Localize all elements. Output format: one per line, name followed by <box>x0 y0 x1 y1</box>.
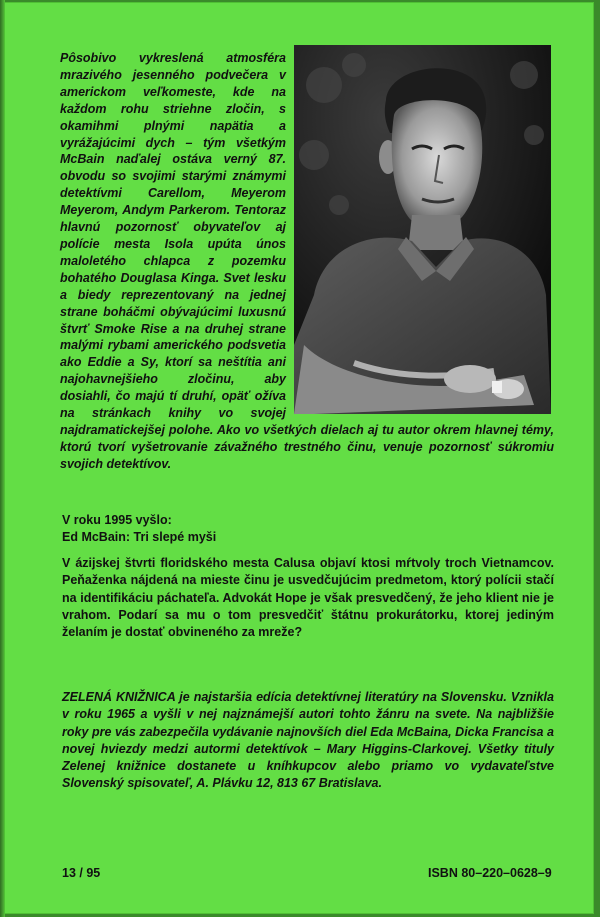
edition-paragraph: ZELENÁ KNIŽNICA je najstaršia edícia detektívnej literatúry na Slovensku. Vznikla v roku 1965 a vyšli v nej najznámejší autori tohto žánru na svete. Na najbližšie roky pre vás zabezpečila vydávanie najnovších diel Eda McBaina, Dicka Francisa a novej hviezdy medzi autormi detektívok – Mary Higgins-Clarkovej. Všetky tituly Zelenej knižnice dostanete u kníhkupcov alebo priamo vo vydavateľstve Slovenský spisovateľ, A. Plávku 12, 813 67 Bratislava. <box>62 690 554 791</box>
previously-published <box>62 512 216 546</box>
intro-text: Pôsobivo vykreslená atmosféra mrazivého jesenného podvečera v americkom veľkomeste, kde na každom rohu striehne zločin, s okamihmi plnými napätia a vyrážajúcimi dych – tým všetkým McBain naďalej ostáva verný 87. obvodu so svojimi starými známymi detektívmi Carellom, Meyerom Meyerom, Andym Parkerom. Tentoraz hlavnú pozornosť obyvateľov aj polície mesta Isola upúta únos maloletého chlapca z pozemku bohatého Douglasa Kinga. Svet lesku a biedy reprezentovaný na jednej strane boháčmi obývajúcimi luxusnú štvrť Smoke Rise a na druhej strane malými rybami amerického podsvetia ako Eddie a Sy, ktorí sa neštítia ani najohavnejšieho zločinu, aby dosiahli, čo majú tí druhí, opäť ožíva na stránkach knihy vo svojej najdramatickejšej polohe. Ako vo všetkých dielach aj tu autor okrem hlavnej témy, ktorú tvorí vyšetrovanie závažného trestného činu, venuje pozornosť súkromiu svojich detektívov. <box>60 51 554 471</box>
published-heading: V roku 1995 vyšlo: <box>62 513 172 527</box>
published-title: Ed McBain: Tri slepé myši <box>62 530 217 544</box>
edition-code: 13 / 95 <box>62 866 101 880</box>
synopsis-paragraph: V ázijskej štvrti floridského mesta Calusa objaví ktosi mŕtvoly troch Vietnamcov. Peňaženka nájdená na mieste činu je usvedčujúcim predmetom, ktorý polícii stačí na identifikáciu páchateľa. Advokát Hope je však presvedčený, že jeho klient nie je vrahom. Podarí sa mu o tom presvedčiť štátnu prokurátorku, ktorej jediným želaním je dostať obvineného za mreže? <box>62 556 554 640</box>
isbn-number: ISBN 80–220–0628–9 <box>428 866 552 880</box>
author-photo <box>294 45 551 414</box>
author-portrait-image <box>294 45 551 414</box>
